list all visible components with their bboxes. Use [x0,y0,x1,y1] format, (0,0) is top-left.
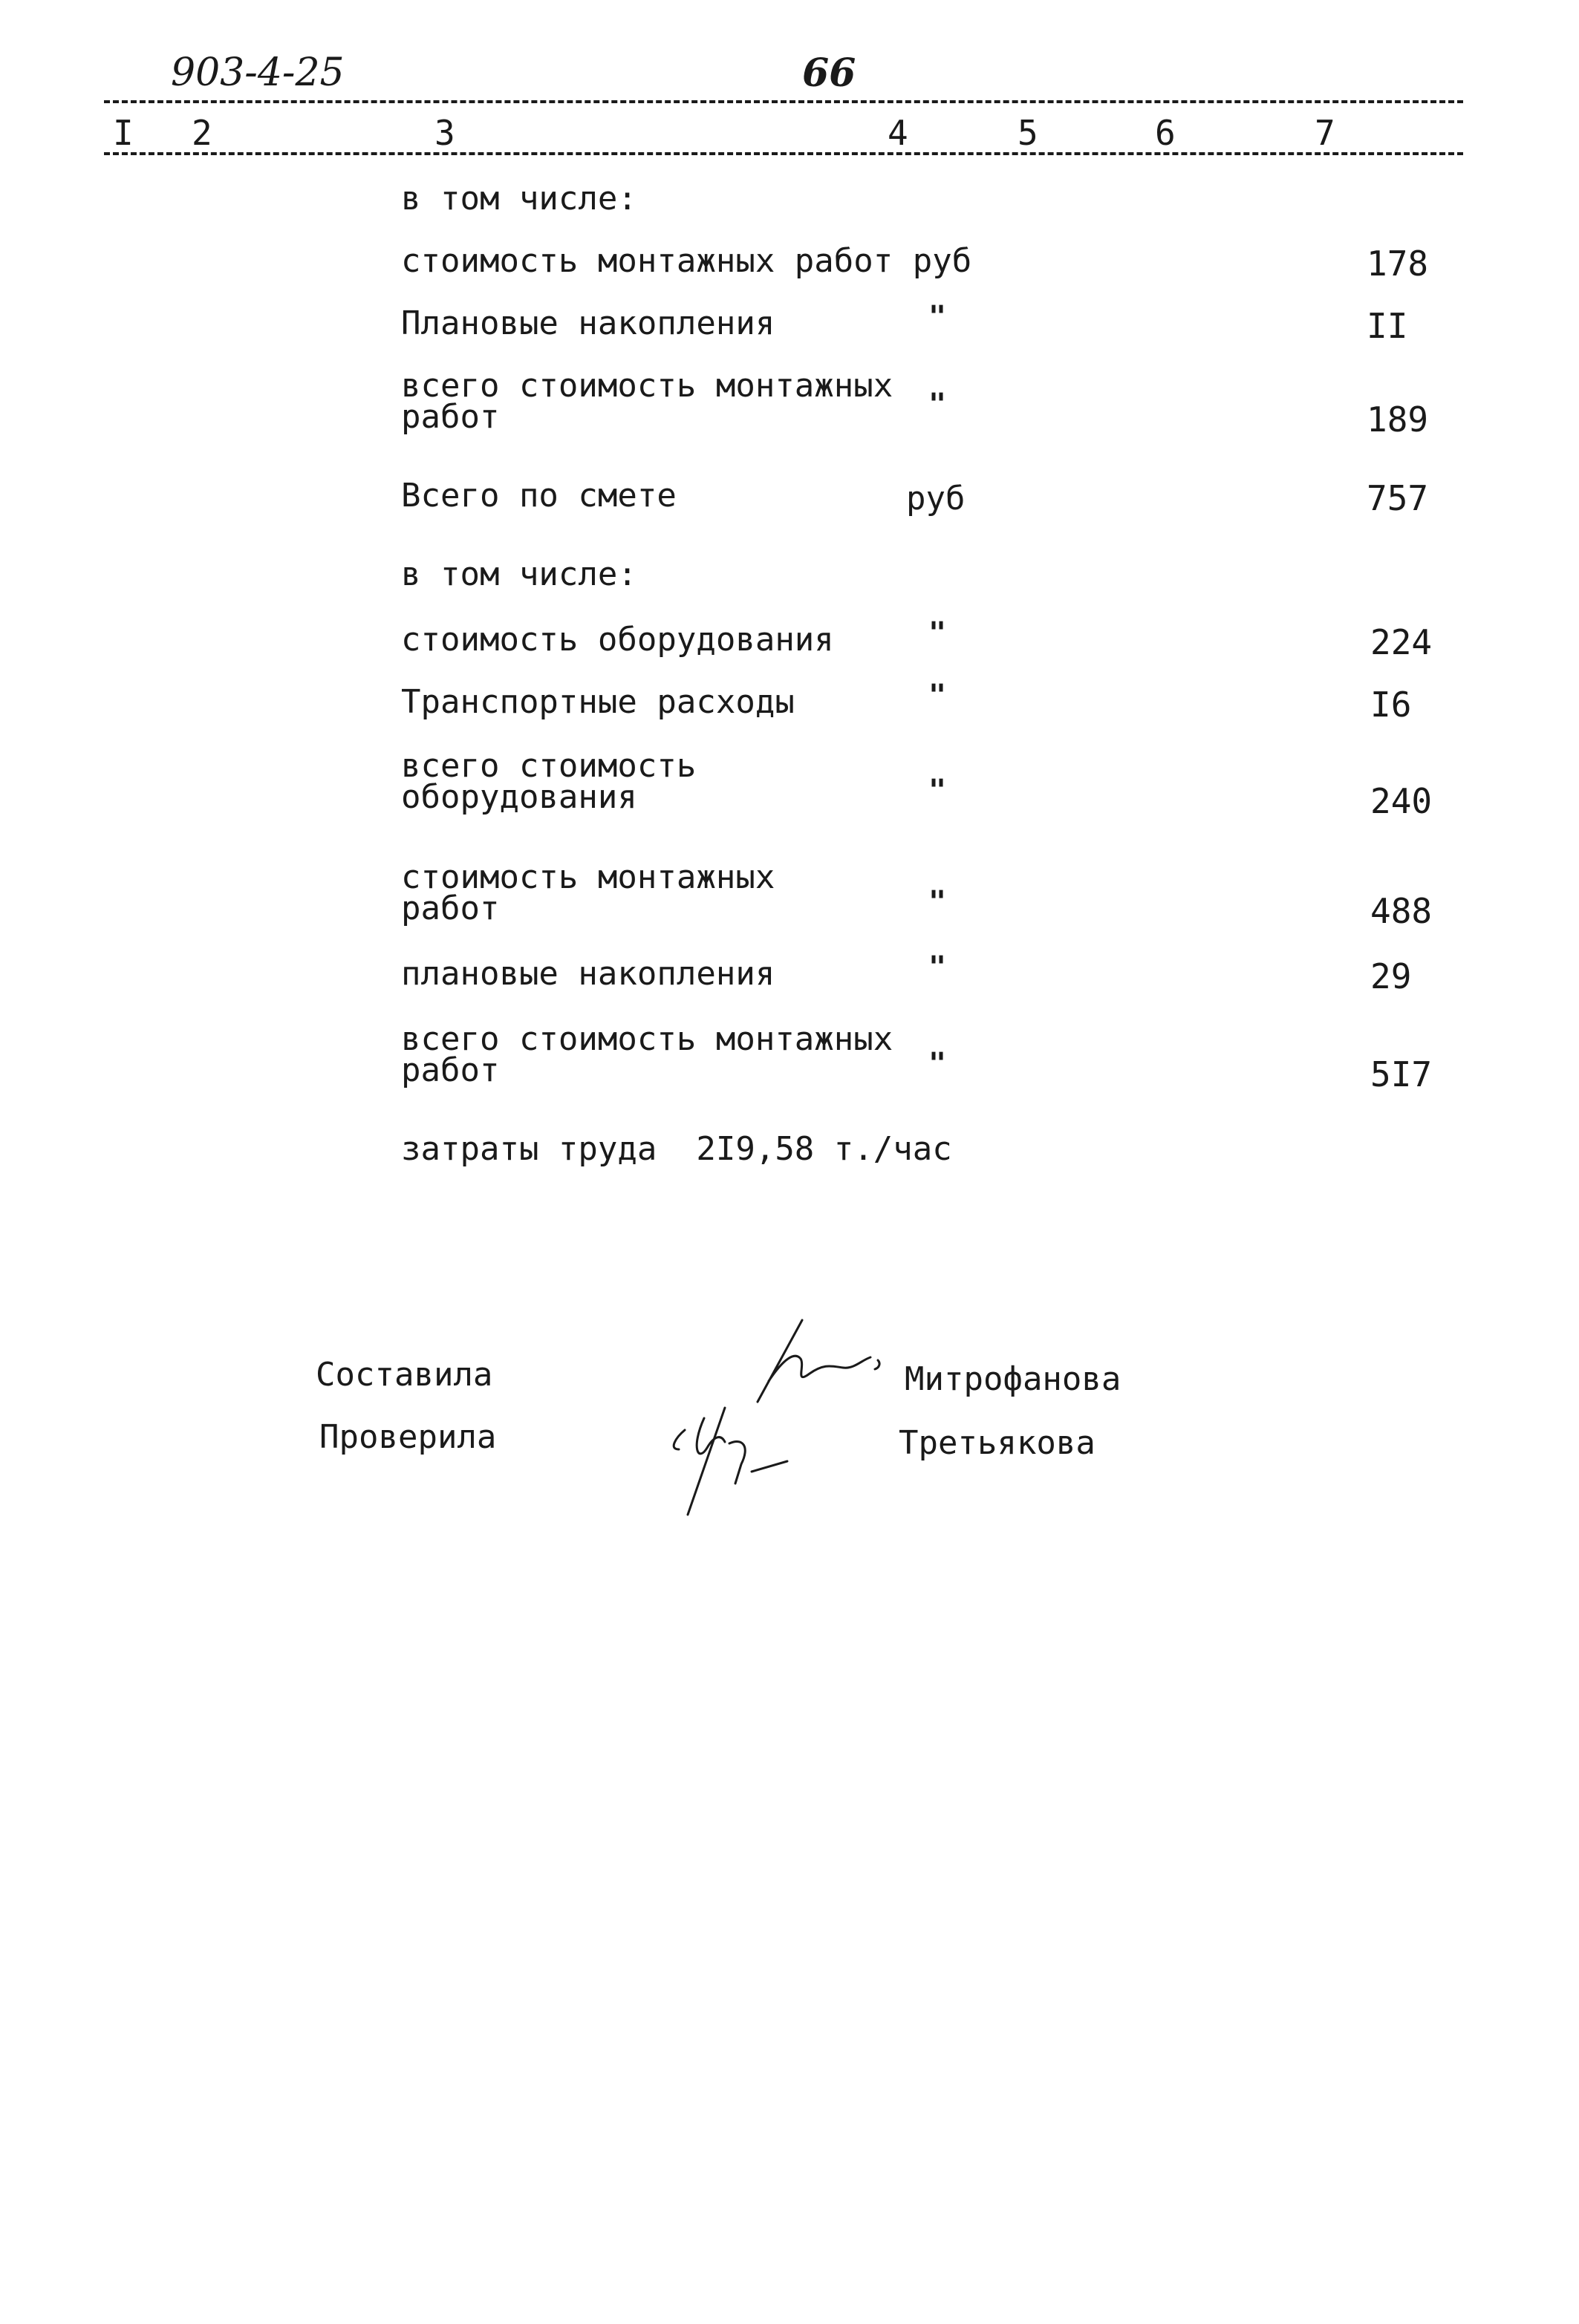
section1-row3-value: 189 [1367,399,1429,440]
header-rule-bottom [104,152,1463,155]
section2-heading: в том числе: [401,555,637,593]
section2-row2-value: I6 [1370,685,1412,725]
section1-row3-unit: " [928,388,947,422]
section2-row4-label-line2: работ [401,890,500,927]
total-value: 757 [1367,478,1429,518]
column-number-1: I [113,113,134,153]
checked-by-label: Проверила [319,1418,497,1456]
section2-row4-value: 488 [1370,891,1433,931]
section2-row3-value: 240 [1370,781,1433,821]
section1-row2-label: Плановые накопления [401,304,775,342]
section1-row3-label-line2: работ [401,398,500,436]
section2-row5-value: 29 [1370,956,1412,996]
column-number-4: 4 [888,113,908,153]
total-label: Всего по смете [401,477,677,515]
column-number-3: 3 [434,113,455,153]
section1-row1-label: стоимость монтажных работ руб [401,242,972,280]
doc-code: 903-4-25 [171,50,345,95]
section1-row2-value: II [1367,306,1408,346]
signature-compiled [713,1314,891,1411]
section2-row6-value: 5I7 [1370,1054,1433,1094]
section2-row2-label: Транспортные расходы [401,683,795,721]
section2-row3-label-line2: оборудования [401,778,637,816]
section2-row5-unit: " [928,950,947,985]
section2-row4-label-line1: стоимость монтажных [401,858,775,896]
section2-row6-unit: " [928,1047,947,1081]
column-number-5: 5 [1018,113,1038,153]
column-number-7: 7 [1315,113,1335,153]
column-number-2: 2 [192,113,212,153]
section2-row2-unit: " [928,679,947,713]
section2-row1-label: стоимость оборудования [401,621,834,659]
page-number: 66 [802,50,856,96]
column-number-6: 6 [1155,113,1176,153]
signature-checked [661,1403,832,1522]
total-unit: руб [906,480,966,518]
section2-row3-unit: " [928,774,947,808]
checked-by-name: Третьякова [899,1424,1095,1462]
section2-row6-label-line2: работ [401,1051,500,1089]
section2-row1-unit: " [928,616,947,650]
section2-row4-unit: " [928,885,947,919]
section2-row3-label-line1: всего стоимость [401,747,697,785]
section1-row2-unit: " [928,300,947,334]
labor-cost: затраты труда 2I9,58 т./час [401,1130,952,1168]
header-rule-top [104,100,1463,103]
section1-heading: в том числе: [401,180,637,218]
section2-row6-label-line1: всего стоимость монтажных [401,1020,893,1058]
section2-row5-label: плановые накопления [401,955,775,993]
compiled-by-name: Митрофанова [905,1360,1121,1398]
section1-row1-value: 178 [1367,244,1429,284]
section1-row3-label-line1: всего стоимость монтажных [401,367,893,405]
compiled-by-label: Составила [316,1356,493,1394]
section2-row1-value: 224 [1370,622,1433,662]
